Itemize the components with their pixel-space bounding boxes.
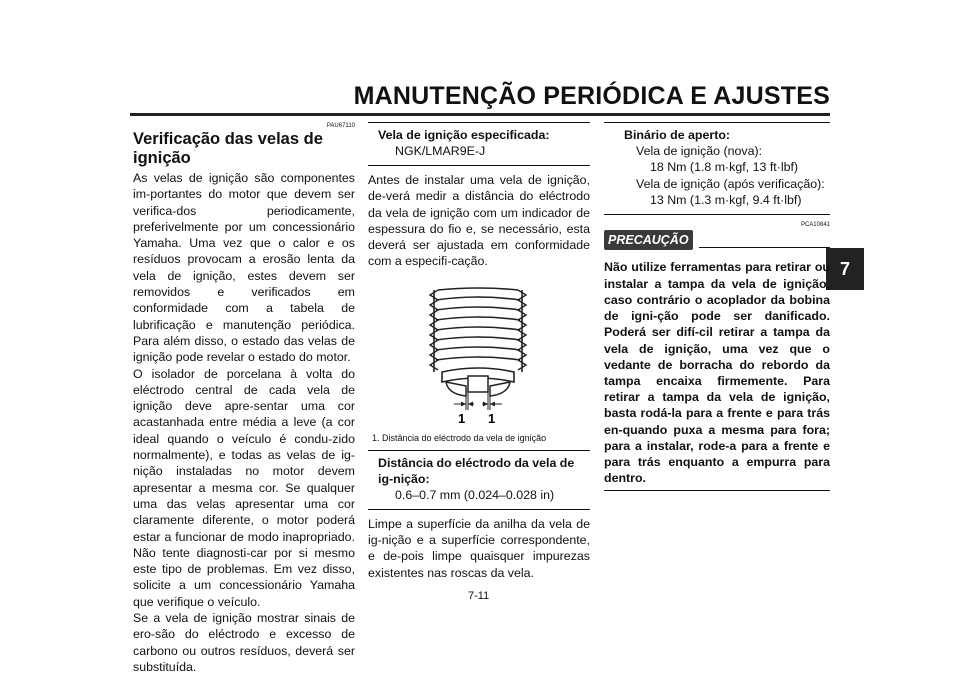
ref-code: PAU67110	[326, 123, 355, 129]
caution-rule	[699, 247, 830, 248]
paragraph: Se a vela de ignição mostrar sinais de ero-são do eléctrodo e excesso de carbono ou outros resíduos, deverá ser substituída.	[133, 611, 355, 674]
column-1	[133, 122, 355, 675]
spec-value: NGK/LMAR9E-J	[395, 144, 486, 158]
spec-label: Binário de aperto:	[624, 128, 731, 142]
section-title: Verificação das velas de ignição	[133, 130, 323, 167]
caution-label: PRECAUÇÃO	[604, 230, 693, 250]
spark-plug-figure	[368, 278, 590, 430]
spec-value: 18 Nm (1.8 m·kgf, 13 ft·lbf)	[650, 160, 799, 175]
caution-end-rule	[604, 490, 830, 491]
center-electrode	[468, 376, 488, 392]
ref-code: PCA10841	[800, 222, 830, 229]
spec-label: Vela de ignição especificada:	[378, 128, 550, 142]
spec-line: Vela de ignição (nova):	[636, 144, 763, 158]
page-number: 7-11	[468, 590, 490, 602]
caution-text: Não utilize ferramentas para retirar ou instalar a tampa da vela de ignição, caso contrário o acoplador da bobina de igni-ção pode ser danificado. Poderá ser difí-cil retirar a tampa da vela de ignição, uma vez que o vedante de borracha do rebordo da tampa encaixa firmemente. Para retirar a tampa da vela de ignição, basta rodá-la para a frente e para trás en-quando puxa a mesma para fora; para a instalar, rode-a para a frente e para trás enquanto a empurra para dentro.	[604, 260, 830, 486]
spec-value: 0.6–0.7 mm (0.024–0.028 in)	[395, 487, 555, 502]
paragraph: Limpe a superfície da anilha da vela de ig-nição e a superfície correspondente, e de-pois limpe quaisquer impurezas existentes nas roscas da vela.	[368, 516, 590, 580]
spec-value: 13 Nm (1.3 m·kgf, 9.4 ft·lbf)	[650, 192, 802, 207]
thread-lines	[434, 288, 522, 372]
column-2	[368, 122, 590, 581]
spec-box-spark-plug	[368, 122, 590, 166]
page-header-title: MANUTENÇÃO PERIÓDICA E AJUSTES	[353, 82, 830, 110]
header-rule	[130, 113, 830, 116]
figure-label-2: 1	[488, 410, 496, 426]
caution-header	[604, 230, 830, 250]
paragraph: Antes de instalar uma vela de ignição, de-verá medir a distância do eléctrodo da vela de ignição com um indicador de espessura do fio e, se necessário, esta deverá ser ajustada em conformidade com a especifi-cação.	[368, 173, 590, 269]
spec-label: Distância do eléctrodo da vela de ig-nição:	[378, 455, 575, 486]
paragraph: O isolador de porcelana à volta do eléctrodo central de cada vela de ignição deve apre-sentar uma cor acastanhada entre média a leve (a cor ideal quando o veículo é condu-zido normalmente), e todas as velas de ig-nição instaladas no motor devem apresentar a mesma cor. Se qualquer uma das velas apresentar uma cor claramente diferente, o motor poderá estar a funcionar de modo inapropriado. Não tente diagnosti-car por si mesmo este tipo de problemas. Em vez disso, solicite a um concessionário Yamaha que verifique o veículo.	[133, 366, 355, 609]
column-3	[604, 122, 830, 491]
chapter-tab: 7	[826, 248, 864, 290]
spark-plug-illustration	[368, 278, 590, 430]
figure-label-1: 1	[458, 410, 466, 426]
spec-line: Vela de ignição (após verificação):	[636, 176, 825, 191]
figure-caption: 1. Distância do eléctrodo da vela de ignição	[372, 432, 547, 443]
spec-box-electrode-gap	[368, 450, 590, 510]
spec-box-torque	[604, 122, 830, 215]
paragraph: As velas de ignição são componentes im-portantes do motor que devem ser verifica-dos periodicamente, preferivelmente por um concessionário Yamaha. Uma vez que o calor e os resíduos provocam a erosão lenta da vela de ignição, estes devem ser removidos e verificados em conformidade com a tabela de lubrificação e manutenção periódica. Para além disso, o estado das velas de ignição pode revelar o estado do motor.	[133, 171, 355, 365]
